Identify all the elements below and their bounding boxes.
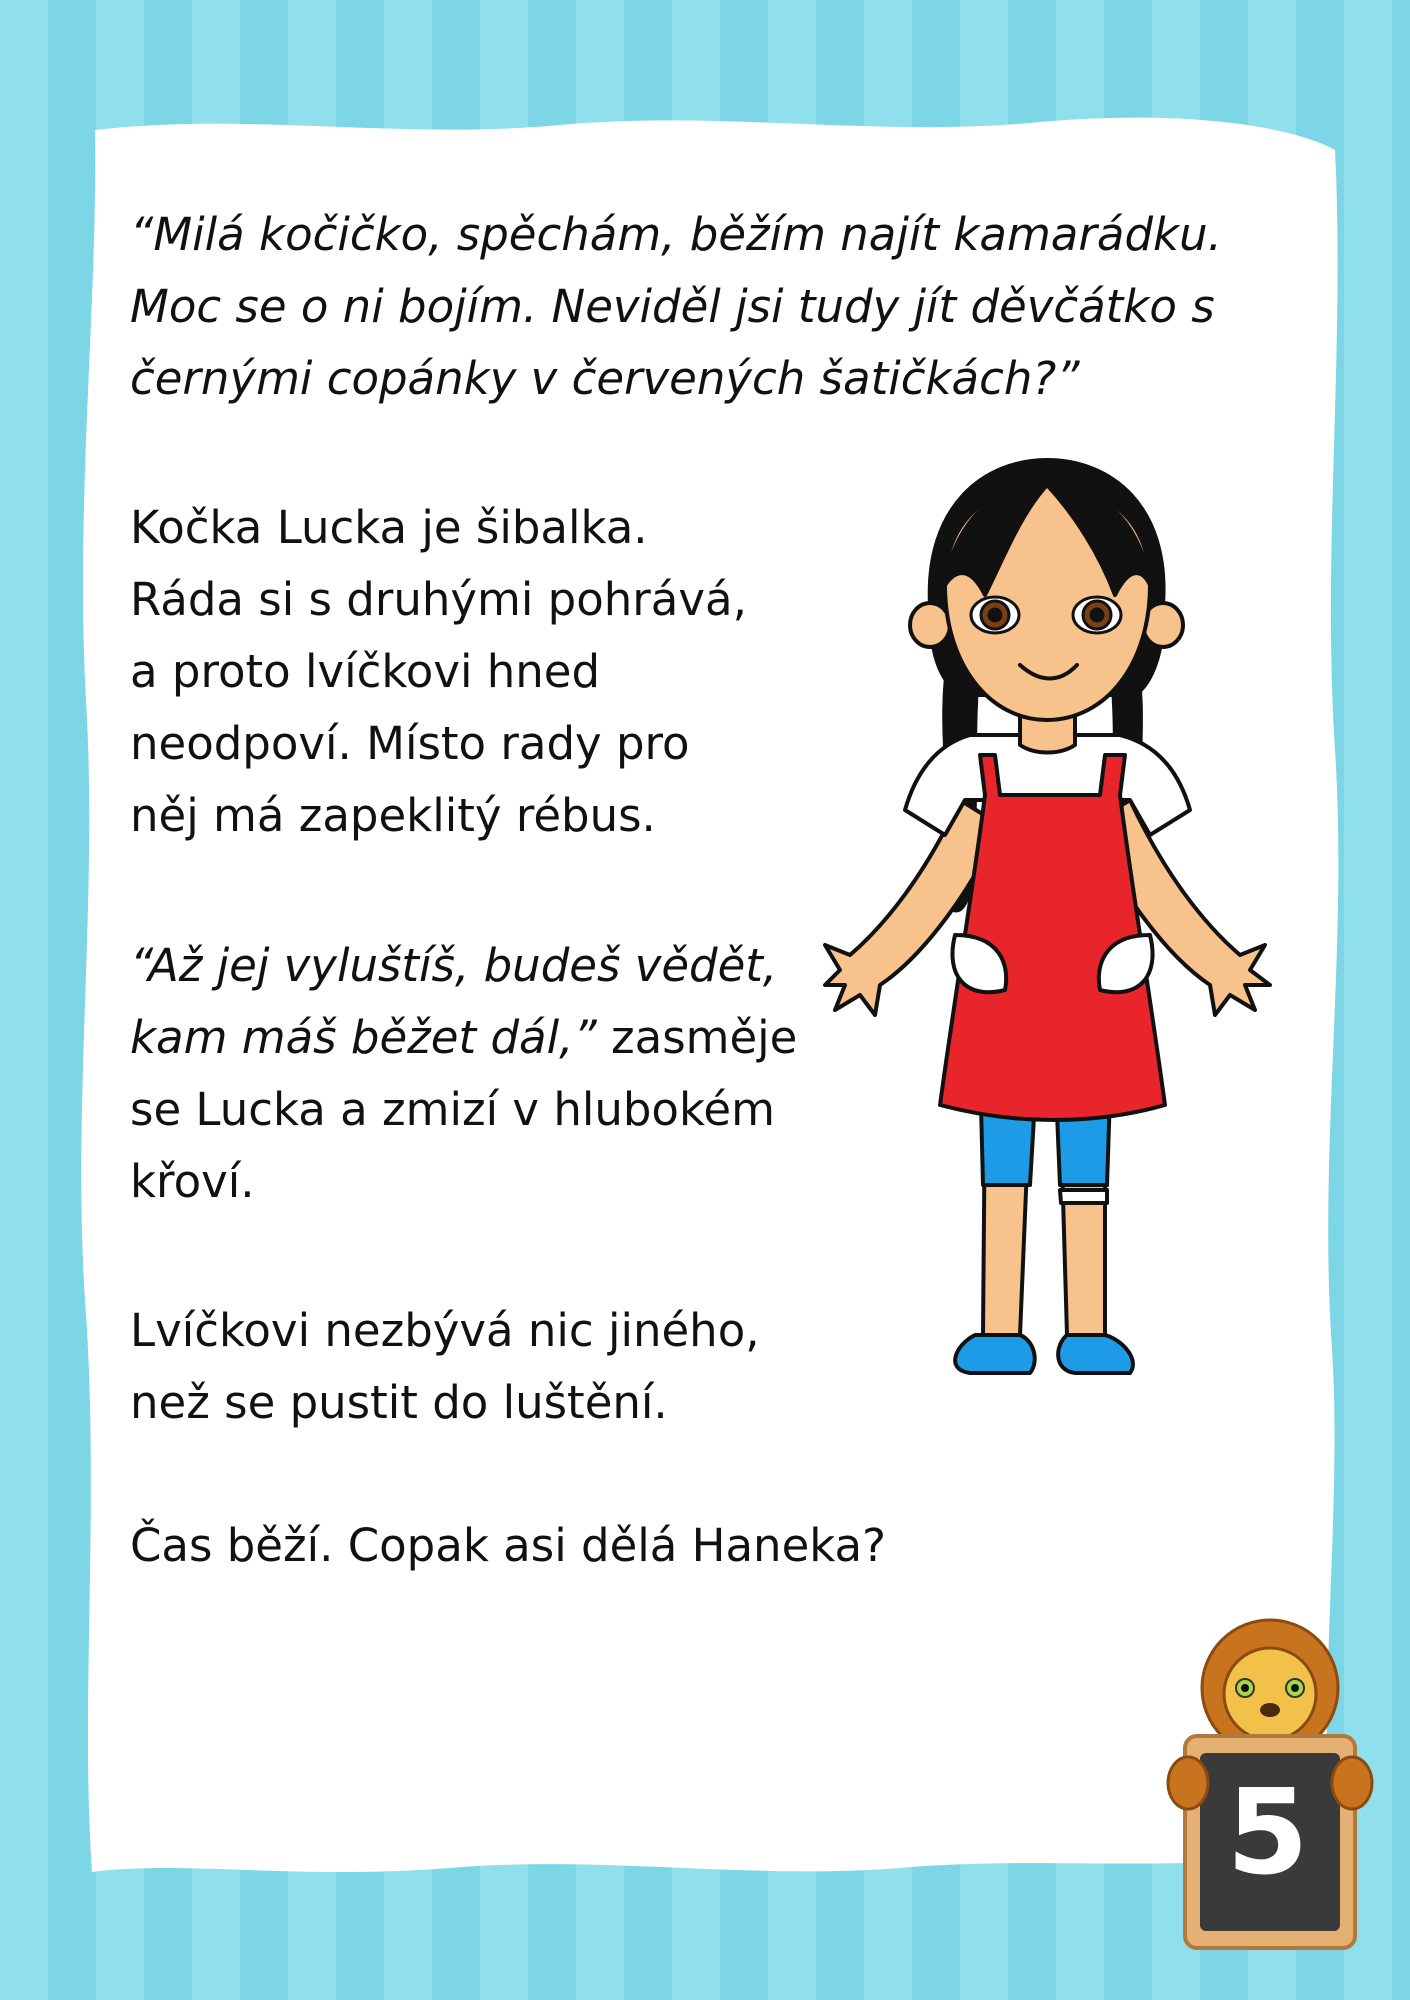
shoe-right (1058, 1335, 1133, 1373)
page-number: 5 (1226, 1763, 1309, 1901)
paragraph-2-rest: zasměje se Lucka a zmizí v hlubokém křoví. (130, 1011, 798, 1208)
paragraph-2 (130, 930, 850, 1218)
ear-left (910, 603, 950, 647)
paragraph-2-quote: “Až jej vyluštíš, budeš vědět, kam máš běžet dál,” (130, 939, 778, 1064)
paragraph-1: Kočka Lucka je šibalka. Ráda si s druhými pohrává, a proto lvíčkovi hned neodpoví. Místo rady pro něj má zapeklitý rébus. (130, 501, 747, 842)
paragraph-3: Lvíčkovi nezbývá nic jiného, než se pustit do luštění. (130, 1304, 760, 1429)
shoe-left (955, 1335, 1035, 1373)
girl-illustration (805, 455, 1305, 1385)
paragraph-4: Čas běží. Copak asi dělá Haneka? (130, 1519, 886, 1572)
intro-quote: “Milá kočičko, spěchám, běžím najít kamarádku. Moc se o ni bojím. Neviděl jsi tudy jít děvčátko s černými copánky v červených šatičkách?” (130, 208, 1222, 405)
sock-band (1060, 1190, 1107, 1203)
